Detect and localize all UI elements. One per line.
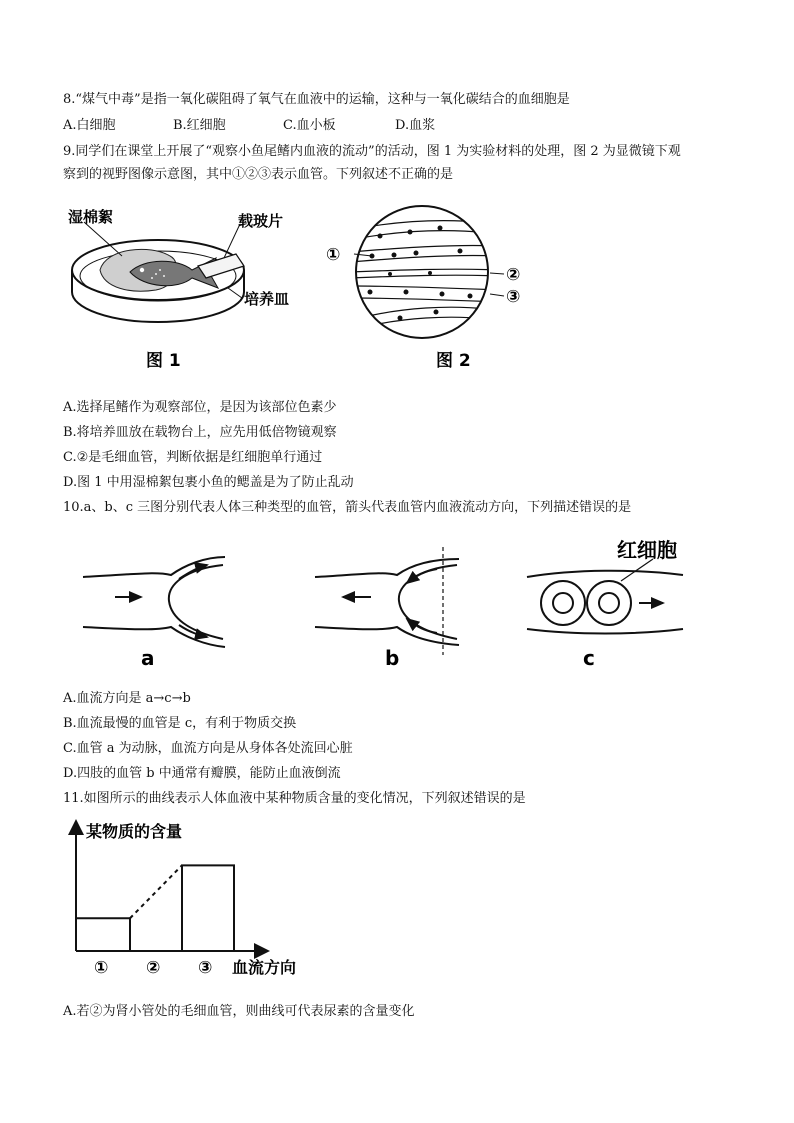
q8-stem: 8.“煤气中毒”是指一氧化碳阻碍了氧气在血液中的运输，这种与一氧化碳结合的血细胞是: [63, 92, 570, 107]
q10-stem: 10.a、b、c 三图分别代表人体三种类型的血管，箭头代表血管内血液流动方向，下列描述错误的是: [63, 500, 632, 515]
label-petri-dish: 培养皿: [244, 290, 290, 308]
vessel-a: [83, 557, 225, 647]
label-c: c: [583, 646, 595, 670]
vessel-c: [527, 559, 683, 634]
q10-option-c: C.血管 a 为动脉，血流方向是从身体各处流回心脏: [63, 741, 353, 756]
q9-option-b: B.将培养皿放在载物台上，应先用低倍物镜观察: [63, 425, 337, 440]
q8-option-a: A.白细胞: [63, 118, 116, 133]
vessel-b: [315, 547, 459, 655]
label-vessel-3: ③: [506, 287, 521, 307]
q9-stem-line1: 9.同学们在课堂上开展了“观察小鱼尾鳍内血液的流动”的活动，图 1 为实验材料的处理，图 2 为显微镜下观: [63, 144, 681, 159]
q9-stem-line2: 察到的视野图像示意图，其中①②③表示血管。下列叙述不正确的是: [63, 167, 454, 182]
q10-option-d: D.四肢的血管 b 中通常有瓣膜，能防止血液倒流: [63, 766, 341, 781]
figure1-caption: 图 1: [146, 351, 181, 371]
y-axis-label: 某物质的含量: [86, 822, 183, 841]
q9-option-d: D.图 1 中用湿棉絮包裹小鱼的鳃盖是为了防止乱动: [63, 475, 354, 490]
q10-option-a: A.血流方向是 a→c→b: [63, 691, 191, 706]
segment-label-2: ②: [146, 958, 161, 978]
q8-options: [63, 117, 435, 135]
segment-1-level: [76, 918, 130, 951]
q9-figure1: [60, 200, 300, 380]
label-vessel-1: ①: [326, 245, 341, 265]
q11-option-a: A.若②为肾小管处的毛细血管，则曲线可代表尿素的含量变化: [63, 1004, 415, 1019]
petri-dish-illustration: [60, 200, 300, 380]
q8-option-d: D.血浆: [395, 118, 436, 133]
segment-3-level: [182, 865, 234, 951]
label-wet-cotton: 湿棉絮: [68, 208, 114, 226]
q9-option-c: C.②是毛细血管，判断依据是红细胞单行通过: [63, 450, 323, 465]
label-b: b: [385, 646, 400, 670]
q8-option-b: B.红细胞: [173, 118, 226, 133]
label-vessel-2: ②: [506, 265, 521, 285]
figure2-caption: 图 2: [436, 351, 471, 371]
microscope-view-illustration: [320, 200, 540, 380]
q9-figure2: [320, 200, 540, 380]
blood-vessels-illustration: [75, 535, 725, 675]
q11-stem: 11.如图所示的曲线表示人体血液中某种物质含量的变化情况，下列叙述错误的是: [63, 791, 526, 806]
q11-chart: [60, 815, 340, 985]
label-red-blood-cell: 红细胞: [617, 538, 677, 562]
segment-label-3: ③: [198, 958, 213, 978]
q10-option-b: B.血流最慢的血管是 c，有利于物质交换: [63, 716, 297, 731]
segment-2-trend: [130, 865, 182, 918]
q8-option-c: C.血小板: [283, 118, 336, 133]
label-a: a: [141, 646, 155, 670]
q10-figure: [75, 535, 725, 675]
x-axis-label: 血流方向: [232, 958, 297, 977]
q9-option-a: A.选择尾鳍作为观察部位，是因为该部位色素少: [63, 400, 337, 415]
label-glass-slide: 载玻片: [238, 212, 284, 230]
segment-label-1: ①: [94, 958, 109, 978]
substance-level-chart: [60, 815, 340, 985]
